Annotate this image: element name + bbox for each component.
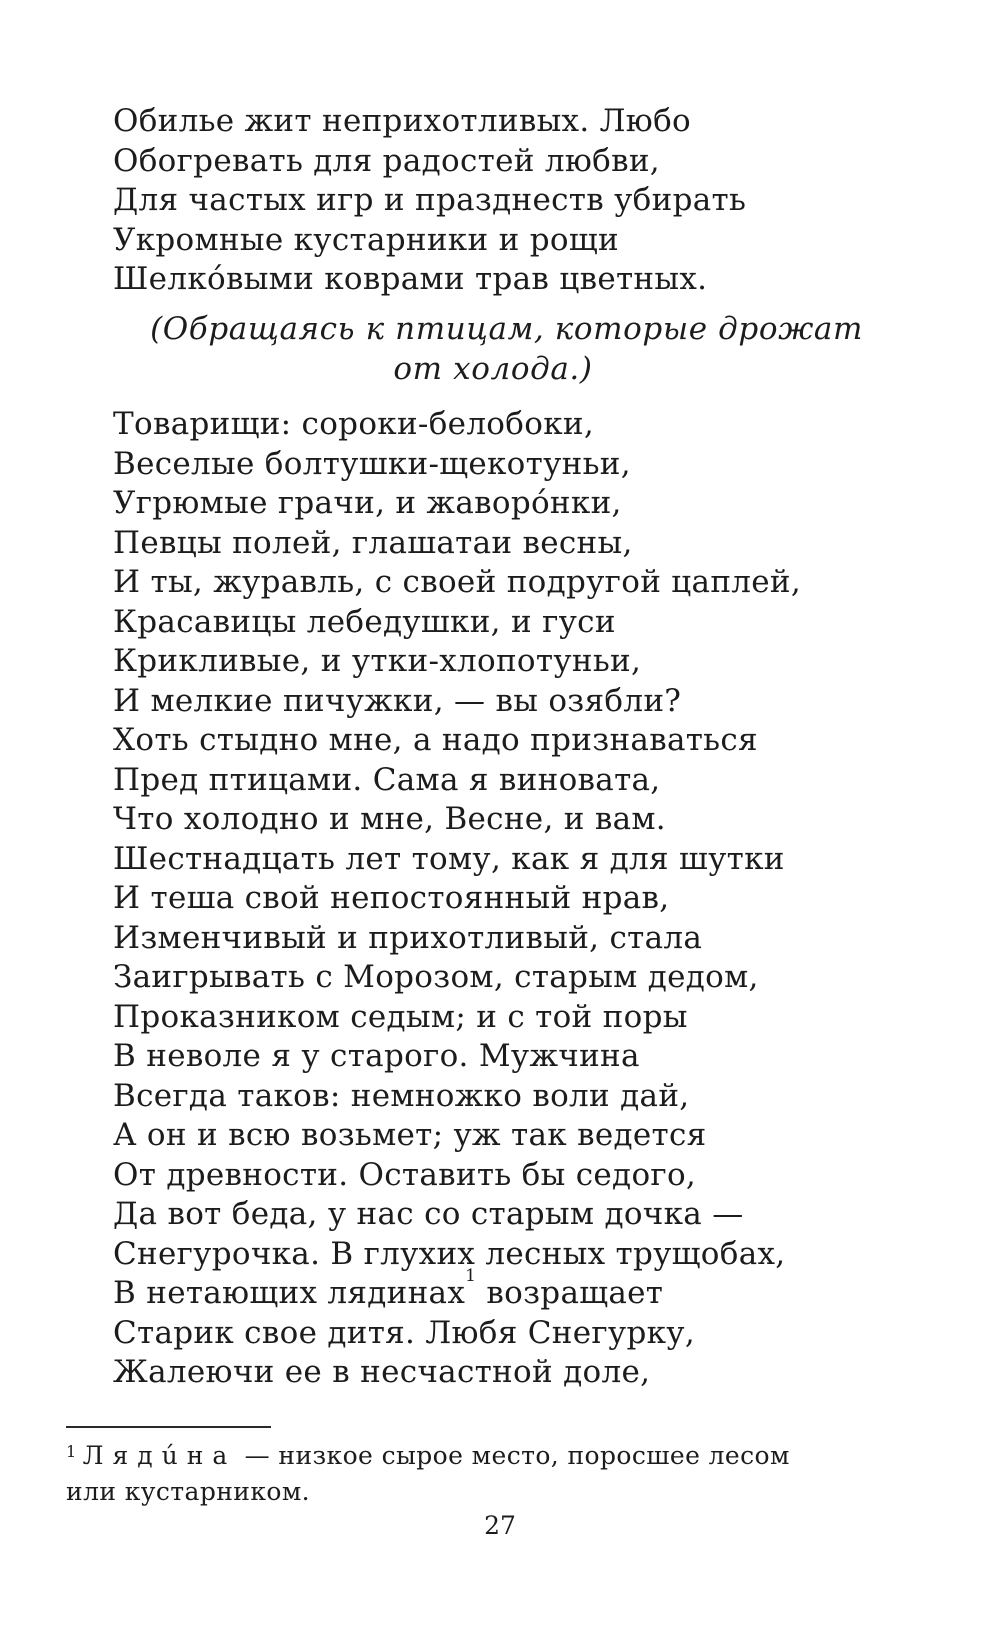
verse-line: А он и всю возьмет; уж так ведется bbox=[113, 1117, 707, 1153]
verse-line: Обогревать для радостей любви, bbox=[113, 142, 660, 179]
verse-line: Пред птицами. Сама я виновата, bbox=[113, 761, 661, 798]
verse-line: Заигрывать с Морозом, старым дедом, bbox=[113, 959, 759, 995]
verse-line: Для частых игр и празднеств убирать bbox=[113, 182, 747, 218]
verse-line: Красавицы лебедушки, и гуси bbox=[113, 603, 616, 640]
verse-line: И мелкие пичужки, — вы озябли? bbox=[113, 682, 682, 719]
footnote-term: Лядúна bbox=[82, 1441, 237, 1470]
footnote-line: или кустарником. bbox=[66, 1477, 311, 1506]
verse-line: Угрюмые грачи, и жавoрóнки, bbox=[113, 485, 622, 521]
verse-line: Обилье жит неприхотливых. Любо bbox=[113, 103, 692, 139]
verse-line: И теша свой непостоянный нрав, bbox=[113, 880, 670, 916]
stage-direction-line: от холода.) bbox=[393, 351, 593, 387]
footnote-definition: — низкое сырое место, поросшее лесом bbox=[236, 1441, 790, 1470]
verse-line-with-footnote bbox=[113, 1266, 873, 1314]
verse-line: Проказником седым; и с той поры bbox=[113, 998, 688, 1035]
verse-block-1 bbox=[113, 102, 873, 300]
verse-line: Крикливые, и утки-хлопотуньи, bbox=[113, 643, 642, 679]
verse-line: Старик свое дитя. Любя Снегурку, bbox=[113, 1314, 695, 1351]
verse-line: В неволе я у старого. Мужчина bbox=[113, 1038, 640, 1074]
verse-line: Хоть стыдно мне, а надо признаваться bbox=[113, 722, 758, 758]
verse-line: Снегурочка. В глухих лесных трущобах, bbox=[113, 1235, 786, 1272]
verse-line: Да вот беда, у нас со старым дочка — bbox=[113, 1196, 744, 1232]
footnote-line bbox=[66, 1438, 926, 1474]
page-number: 27 bbox=[484, 1511, 516, 1540]
verse-line: Всегда таков: немножко воли дай, bbox=[113, 1077, 690, 1114]
verse-line: Укромные кустарники и рощи bbox=[113, 221, 619, 258]
verse-line: Шелкóвыми коврами трав цветных. bbox=[113, 261, 708, 297]
stage-direction bbox=[113, 309, 873, 389]
verse-line: Веселые болтушки-щекотуньи, bbox=[113, 445, 631, 482]
footnote bbox=[66, 1438, 926, 1510]
footnote-reference[interactable]: 1 bbox=[465, 1266, 477, 1286]
stage-direction-line: (Обращаясь к птицам, которые дрожат bbox=[150, 311, 863, 347]
verse-line: Что холодно и мне, Весне, и вам. bbox=[113, 801, 666, 837]
verse-text: В нетающих лядинах bbox=[113, 1275, 466, 1311]
verse-line: Жалеючи ее в несчастной доле, bbox=[113, 1354, 651, 1390]
verse-line: Изменчивый и прихотливый, стала bbox=[113, 919, 703, 956]
verse-line: От древности. Оставить бы седого, bbox=[113, 1156, 697, 1193]
verse-text: возращает bbox=[476, 1275, 664, 1311]
verse-line: Товарищи: сороки-белобоки, bbox=[113, 406, 594, 442]
verse-line: Певцы полей, глашатаи весны, bbox=[113, 524, 633, 561]
verse-block-2 bbox=[113, 405, 873, 1393]
verse-line: Шестнадцать лет тому, как я для шутки bbox=[113, 840, 785, 877]
footnote-marker: 1 bbox=[66, 1442, 77, 1461]
verse-line: И ты, журавль, с своей подругой цаплей, bbox=[113, 564, 802, 600]
footnote-divider bbox=[66, 1426, 271, 1428]
